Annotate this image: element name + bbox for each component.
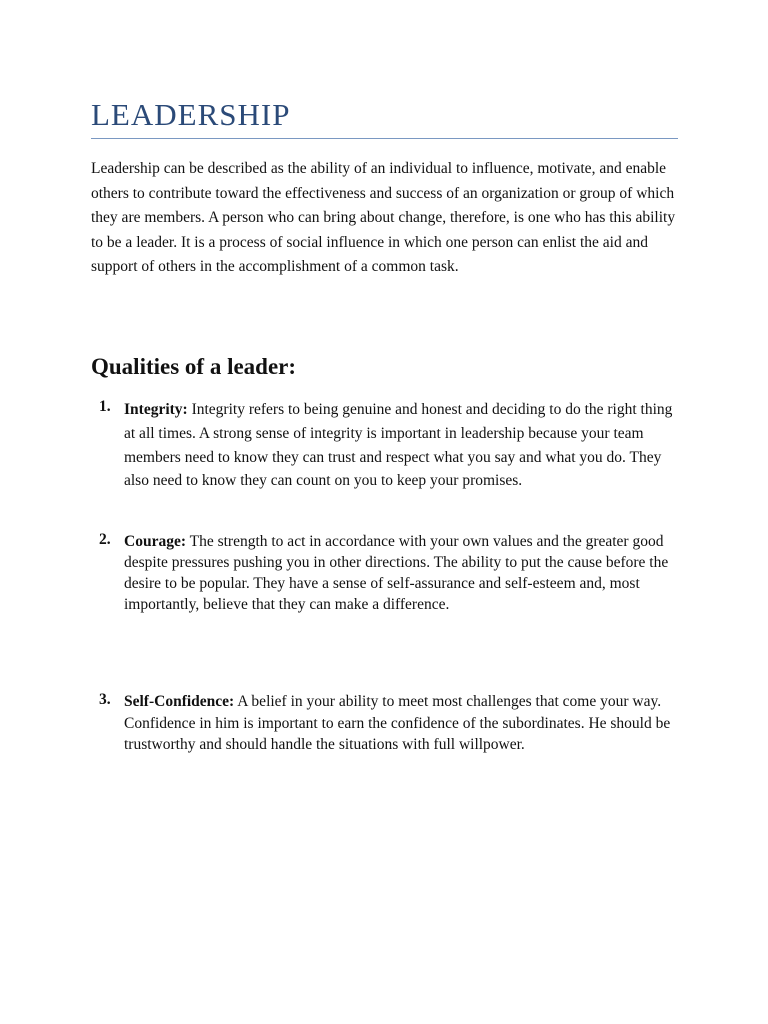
quality-term: Self-Confidence: bbox=[124, 693, 235, 710]
section-heading: Qualities of a leader: bbox=[91, 354, 297, 379]
quality-term: Courage: bbox=[124, 533, 186, 550]
quality-text: A belief in your ability to meet most challenges that come your way. Confidence in him is important to earn the confidence of the subordinates. He should be trustworthy and should handle the situations with full willpower. bbox=[124, 693, 671, 753]
title-underline bbox=[91, 138, 678, 139]
quality-text: The strength to act in accordance with your own values and the greater good despite pressures pushing you in other directions. The ability to put the cause before the desire to be popular. They have a sense of self-assurance and self-esteem and, most importantly, believe that they can make a difference. bbox=[124, 533, 669, 613]
quality-body bbox=[124, 531, 680, 615]
quality-text: Integrity refers to being genuine and honest and deciding to do the right thing at all times. A strong sense of integrity is important in leadership because your team members need to know they can trust and respect what you say and what you do. They also need to know they can count on you to keep your promises. bbox=[124, 401, 673, 490]
quality-body bbox=[124, 398, 680, 493]
list-number: 2. bbox=[99, 531, 111, 548]
intro-paragraph: Leadership can be described as the ability of an individual to influence, motivate, and enable others to contribute toward the effectiveness and success of an organization or group of which they are members. A person who can bring about change, therefore, is one who has this ability to be a leader. It is a process of social influence in which one person can enlist the aid and support of others in the accomplishment of a common task. bbox=[91, 160, 676, 275]
document-title: LEADERSHIP bbox=[91, 97, 291, 132]
list-number: 3. bbox=[99, 691, 111, 708]
list-number: 1. bbox=[99, 398, 111, 415]
quality-body bbox=[124, 691, 680, 756]
quality-term: Integrity: bbox=[124, 401, 188, 418]
